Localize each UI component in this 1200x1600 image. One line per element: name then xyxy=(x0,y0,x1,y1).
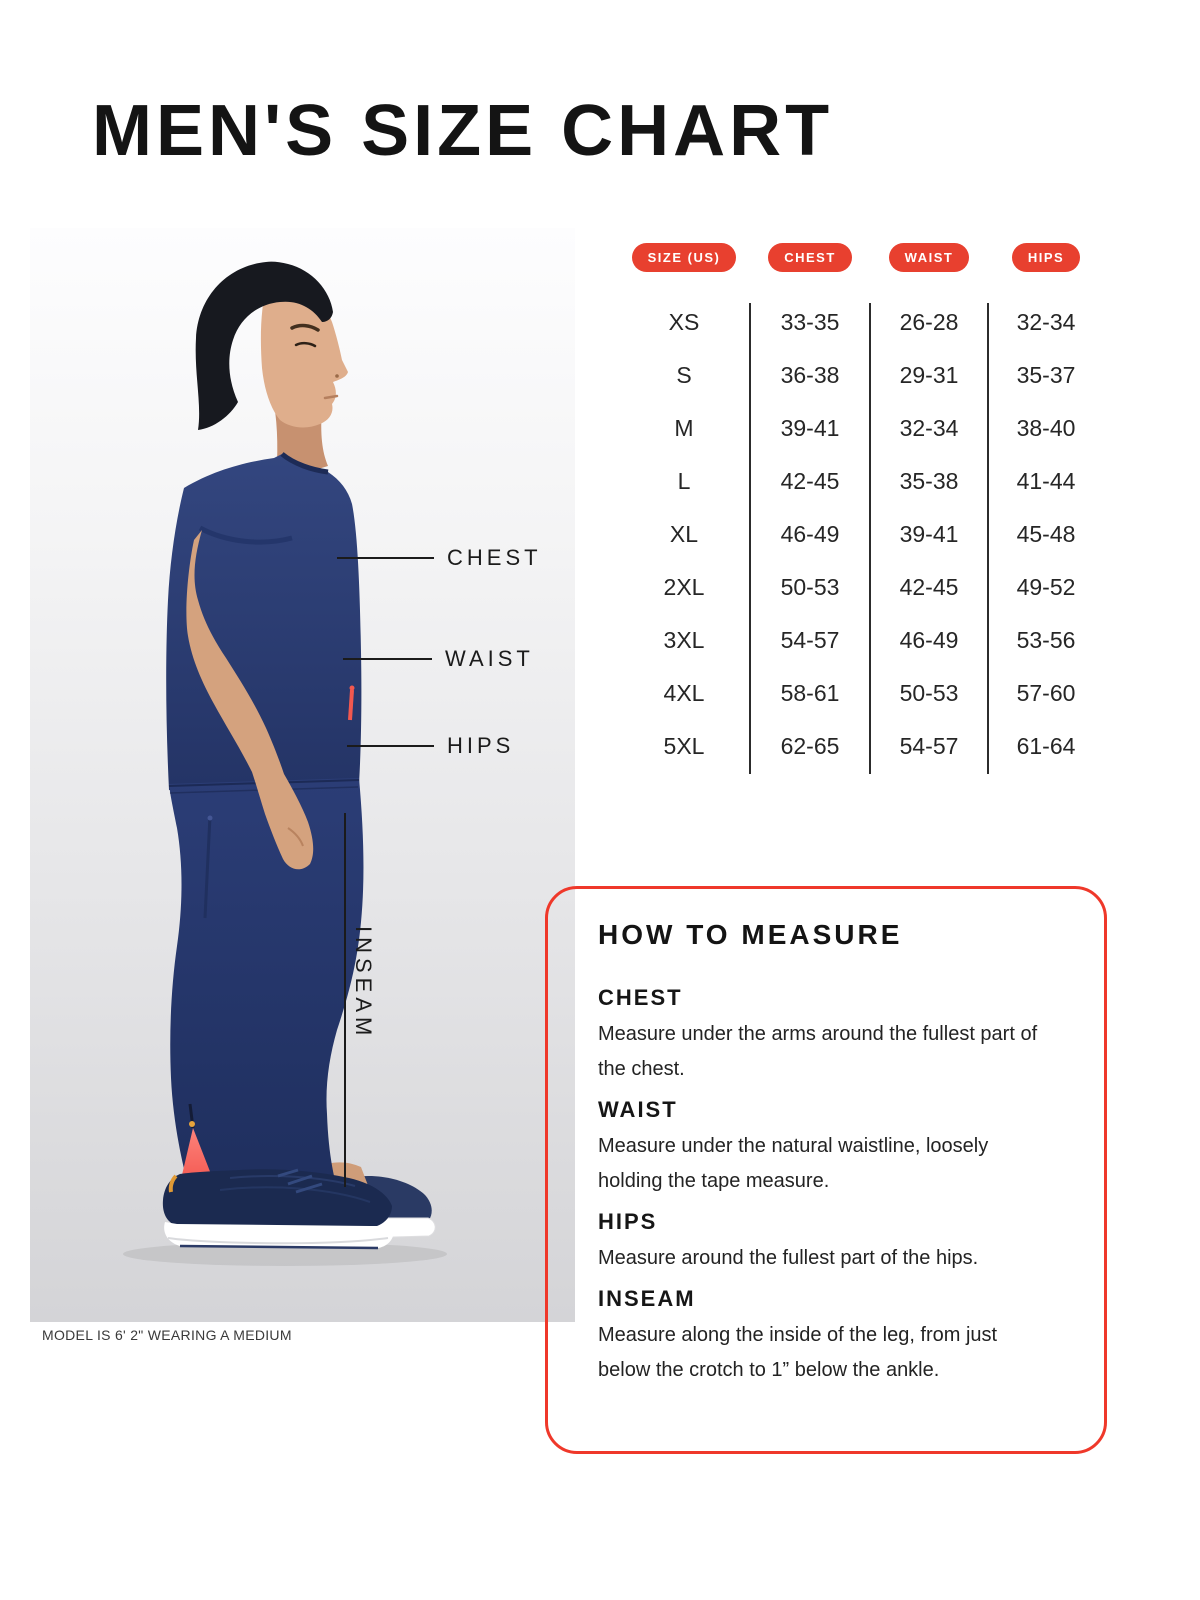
chest-callout-line xyxy=(337,557,434,559)
column-header-pill: SIZE (US) xyxy=(632,243,737,272)
measure-section-heading: CHEST xyxy=(598,985,683,1010)
size-table-row xyxy=(618,720,1104,773)
size-table-cell: 32-34 xyxy=(1016,309,1076,335)
measure-section-text: Measure along the inside of the leg, from just below the crotch to 1” below the ankle. xyxy=(598,1324,998,1381)
inseam-callout-line xyxy=(344,813,346,1187)
measure-section-text: Measure around the fullest part of the hips. xyxy=(598,1247,979,1269)
size-table-cell: S xyxy=(676,362,692,388)
model-illustration xyxy=(30,228,575,1320)
table-divider-3 xyxy=(987,303,989,774)
size-table-cell: 36-38 xyxy=(780,362,840,388)
waist-callout-label: WAIST xyxy=(445,646,534,671)
how-to-measure-title: HOW TO MEASURE xyxy=(598,919,903,950)
waist-callout xyxy=(343,646,534,672)
hips-callout-label: HIPS xyxy=(447,733,515,758)
scrub-pants xyxy=(169,778,363,1192)
size-table-cell: 42-45 xyxy=(780,468,840,494)
column-header-pill: WAIST xyxy=(889,243,970,272)
size-table-row xyxy=(618,667,1104,720)
size-table-cell: XS xyxy=(668,309,700,335)
size-table-row xyxy=(618,561,1104,614)
sneaker xyxy=(163,1169,394,1248)
size-table-cell: 49-52 xyxy=(1016,574,1076,600)
measure-section xyxy=(598,985,1066,1087)
size-table-cell: 45-48 xyxy=(1016,521,1076,547)
size-table-cell: 46-49 xyxy=(899,627,959,653)
size-table-cell: 57-60 xyxy=(1016,680,1076,706)
size-table-cell: 42-45 xyxy=(899,574,959,600)
size-table-row xyxy=(618,455,1104,508)
column-header-pill: HIPS xyxy=(1012,243,1080,272)
size-table-rows xyxy=(618,296,1104,773)
size-table-cell: 39-41 xyxy=(780,415,840,441)
how-to-measure-box xyxy=(545,886,1107,1454)
size-table-cell: 41-44 xyxy=(1016,468,1076,494)
size-table-cell: 33-35 xyxy=(780,309,840,335)
size-table-cell: 54-57 xyxy=(780,627,840,653)
inseam-callout-label: INSEAM xyxy=(351,926,376,1041)
size-table-cell: L xyxy=(677,468,691,494)
size-table-cell: 26-28 xyxy=(899,309,959,335)
waist-callout-line xyxy=(343,658,432,660)
size-table-cell: 61-64 xyxy=(1016,733,1076,759)
column-header-pill: CHEST xyxy=(768,243,852,272)
size-table-row xyxy=(618,508,1104,561)
size-table-cell: 35-38 xyxy=(899,468,959,494)
measure-section xyxy=(598,1286,1066,1388)
size-table-cell: 39-41 xyxy=(899,521,959,547)
how-to-measure-sections xyxy=(598,985,1066,1388)
size-table-cell: 53-56 xyxy=(1016,627,1076,653)
table-divider-2 xyxy=(869,303,871,774)
model-photo xyxy=(30,228,575,1322)
hips-callout xyxy=(347,733,514,759)
size-table-cell: 58-61 xyxy=(780,680,840,706)
size-table-cell: 50-53 xyxy=(899,680,959,706)
size-table-cell: 3XL xyxy=(663,627,705,653)
size-table-cell: 32-34 xyxy=(899,415,959,441)
model-caption: MODEL IS 6' 2" WEARING A MEDIUM xyxy=(42,1327,292,1343)
size-table-cell: 46-49 xyxy=(780,521,840,547)
size-table-cell: 62-65 xyxy=(780,733,840,759)
size-table-row xyxy=(618,402,1104,455)
size-table-cell: M xyxy=(674,415,694,441)
size-table-cell: 35-37 xyxy=(1016,362,1076,388)
size-table-cell: 38-40 xyxy=(1016,415,1076,441)
size-table-cell: 29-31 xyxy=(899,362,959,388)
measure-section-text: Measure under the natural waistline, loosely holding the tape measure. xyxy=(598,1135,989,1192)
size-table-cell: 5XL xyxy=(663,733,705,759)
hips-callout-line xyxy=(347,745,434,747)
size-table-cell: XL xyxy=(669,521,699,547)
measure-section-heading: WAIST xyxy=(598,1097,678,1122)
measure-section-heading: INSEAM xyxy=(598,1286,696,1311)
size-table-row xyxy=(618,614,1104,667)
size-table-row xyxy=(618,296,1104,349)
size-table-cell: 4XL xyxy=(663,680,705,706)
measure-section-heading: HIPS xyxy=(598,1209,658,1234)
size-table-cell: 2XL xyxy=(663,574,705,600)
size-table-header-row xyxy=(618,243,1104,272)
table-divider-1 xyxy=(749,303,751,774)
size-table-cell: 54-57 xyxy=(899,733,959,759)
page-title: MEN'S SIZE CHART xyxy=(92,91,834,171)
chest-callout xyxy=(337,545,542,571)
chest-callout-label: CHEST xyxy=(447,545,542,570)
measure-section xyxy=(598,1097,1066,1199)
size-table-cell: 50-53 xyxy=(780,574,840,600)
measure-section xyxy=(598,1209,1066,1276)
measure-section-text: Measure under the arms around the fullest part of the chest. xyxy=(598,1023,1038,1080)
size-table-row xyxy=(618,349,1104,402)
